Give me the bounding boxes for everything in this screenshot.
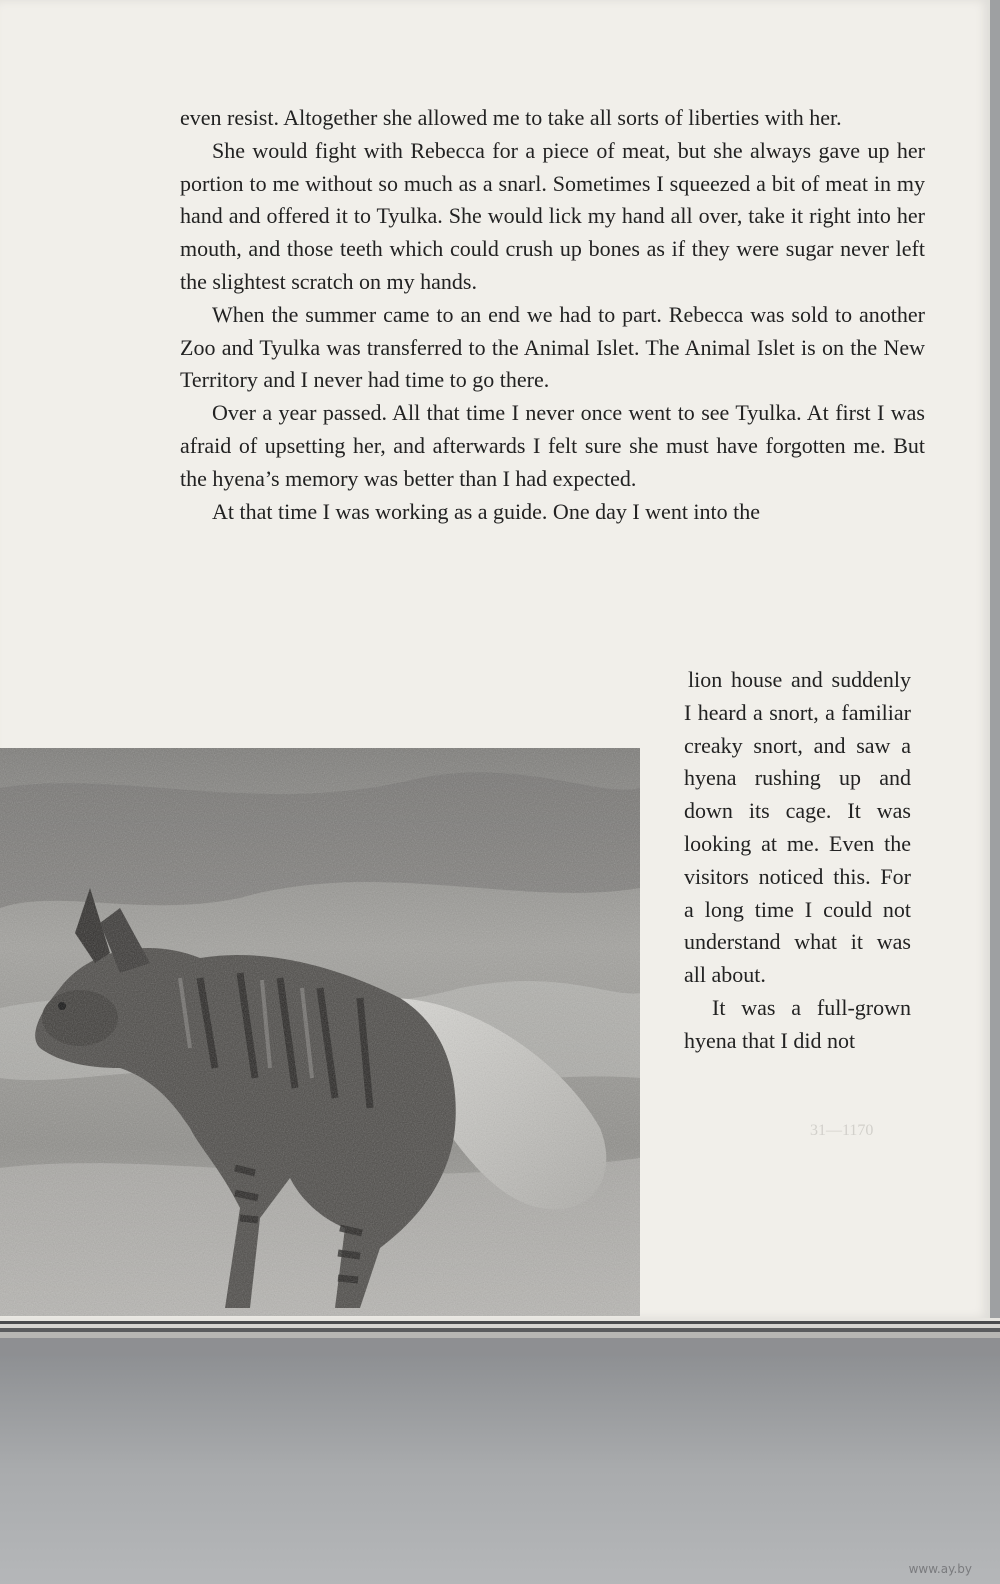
paragraph: At that time I was working as a guide. One day I went into the (212, 498, 761, 524)
hyena-photo-image (0, 748, 640, 1316)
background-surface (0, 1356, 1000, 1584)
paragraph-continuation: lion house and suddenly I heard a snort, a familiar creaky snort, and saw a hyena rushing up and down its cage. It was looking at me. Even the visitors noticed this. For a long time I could not understand what it was all about. (684, 667, 911, 988)
hyena-photo (0, 748, 640, 1316)
paragraph: even resist. Altogether she allowed me to take all sorts of liberties with her. (180, 105, 842, 130)
main-text-block (180, 102, 925, 528)
page-edge (0, 1318, 1000, 1356)
bleed-through-text: 31—1170 (810, 1122, 874, 1139)
watermark: www.ay.by (908, 1562, 972, 1576)
paragraph: Over a year passed. All that time I never once went to see Tyulka. At first I was afraid of upsetting her, and afterwards I felt sure she must have forgotten me. But the hyena’s memory was better than I had expected. (180, 400, 925, 491)
paragraph: When the summer came to an end we had to part. Rebecca was sold to another Zoo and Tyulka was transferred to the Animal Islet. The Animal Islet is on the New Territory and I never had time to go there. (180, 301, 925, 393)
paragraph: She would fight with Rebecca for a piece of meat, but she always gave up her portion to me without so much as a snarl. Sometimes I squeezed a bit of meat in my hand and offered it to Tyulka. She would lick my hand all over, take it right into her mouth, and those teeth which could crush up bones as if they were sugar never left the slightest scratch on my hands. (180, 137, 925, 294)
narrow-text-column (684, 664, 911, 1058)
paragraph: It was a full-grown hyena that I did not (684, 994, 911, 1053)
